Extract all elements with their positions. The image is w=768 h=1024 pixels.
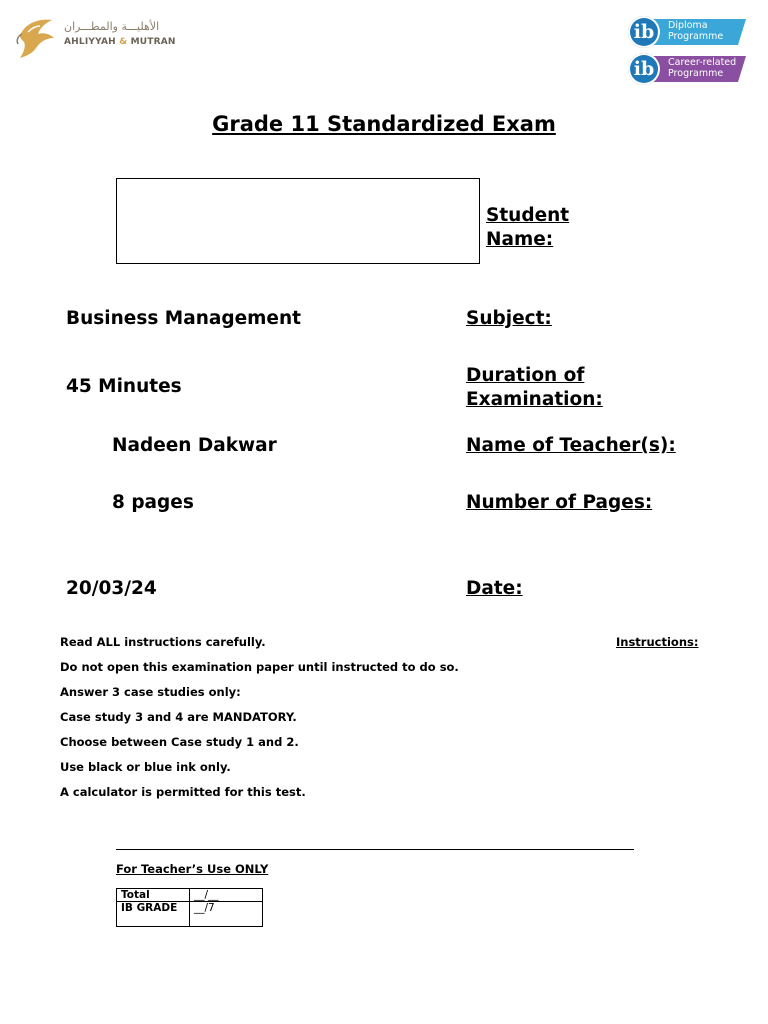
score-value[interactable]: __/7 [190, 902, 263, 927]
instruction-line: Choose between Case study 1 and 2. [60, 735, 299, 749]
ib-logo-icon: ib [628, 16, 660, 48]
table-row [117, 889, 263, 902]
instruction-line: Read ALL instructions carefully. [60, 635, 266, 649]
teacher-value: Nadeen Dakwar [112, 435, 277, 456]
instruction-line: Case study 3 and 4 are MANDATORY. [60, 710, 297, 724]
school-name-english: AHLIYYAH & MUTRAN [64, 37, 176, 47]
instruction-line: Use black or blue ink only. [60, 760, 231, 774]
duration-value: 45 Minutes [66, 376, 182, 397]
instruction-line: Answer 3 case studies only: [60, 685, 241, 699]
pages-value: 8 pages [112, 492, 194, 513]
ib-logo-icon: ib [628, 53, 660, 85]
student-name-label: Student Name: [486, 205, 570, 250]
table-row [117, 902, 263, 927]
pages-label: Number of Pages: [466, 492, 653, 513]
dove-icon [14, 14, 58, 60]
divider [116, 849, 634, 850]
score-value[interactable]: __/__ [190, 889, 263, 902]
instruction-line: A calculator is permitted for this test. [60, 785, 306, 799]
instruction-line: Do not open this examination paper until instructed to do so. [60, 660, 459, 674]
school-logo [14, 14, 184, 62]
subject-value: Business Management [66, 308, 301, 329]
date-label: Date: [466, 578, 523, 599]
ib-diploma-badge [628, 16, 748, 48]
score-label: Total [117, 889, 190, 902]
badge-label: Career-related Programme [668, 57, 737, 79]
subject-label: Subject: [466, 308, 552, 329]
student-name-field[interactable] [116, 178, 480, 264]
teacher-label: Name of Teacher(s): [466, 435, 676, 456]
date-value: 20/03/24 [66, 578, 157, 599]
teacher-use-heading: For Teacher’s Use ONLY [116, 862, 269, 876]
duration-label: Duration of Examination: [466, 365, 603, 410]
score-label: IB GRADE [117, 902, 190, 927]
instructions-heading: Instructions: [616, 635, 699, 649]
ib-career-badge [628, 53, 748, 85]
score-table [116, 888, 263, 927]
badge-label: Diploma Programme [668, 20, 724, 42]
school-name-arabic: الأهليـــة والمطـــران [64, 20, 160, 33]
exam-title: Grade 11 Standardized Exam [212, 112, 556, 136]
